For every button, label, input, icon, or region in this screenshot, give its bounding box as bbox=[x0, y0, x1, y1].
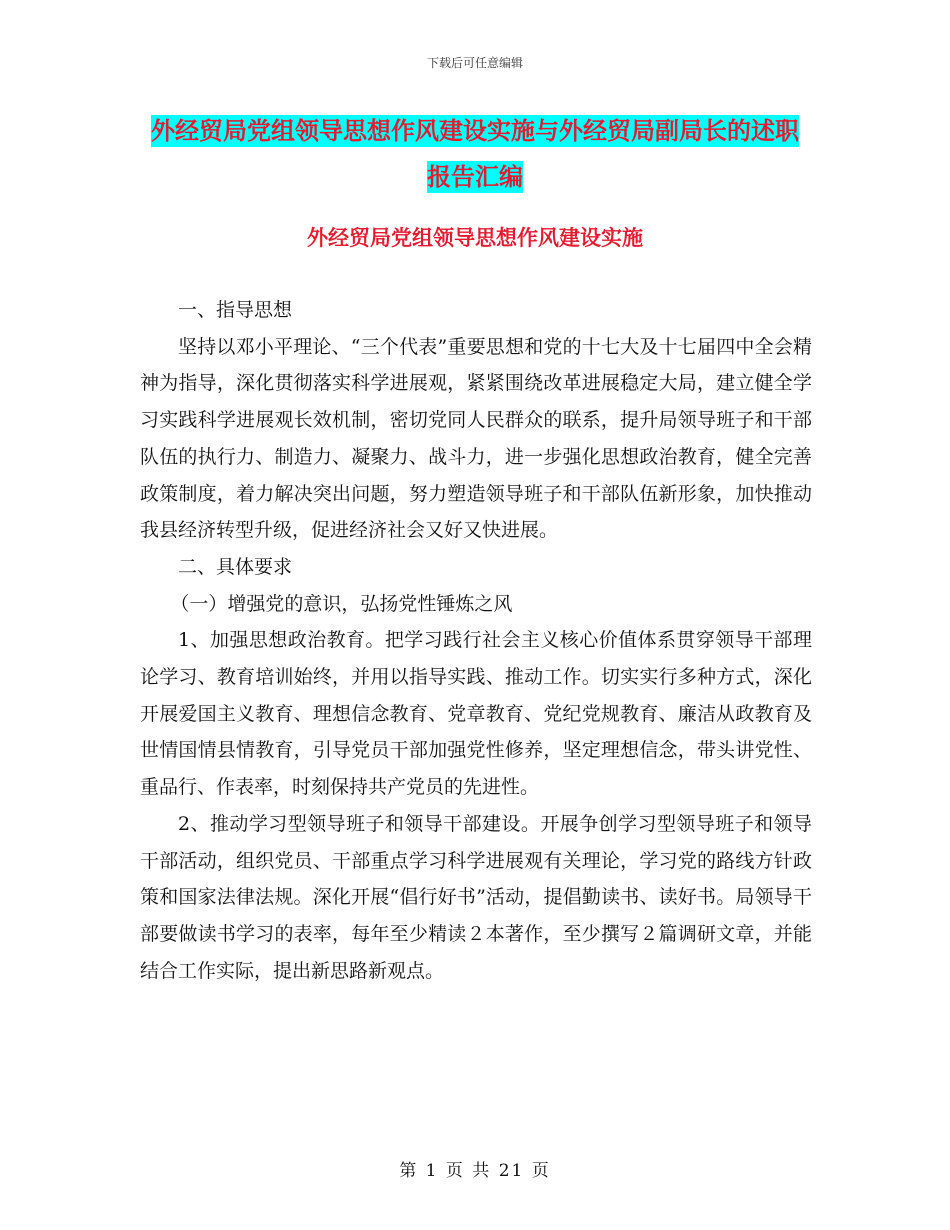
subheading-party-awareness: （一）增强党的意识，弘扬党性锤炼之风 bbox=[170, 592, 513, 615]
page-number: 第 1 页 共 21 页 bbox=[399, 1161, 551, 1181]
paragraph-item-2: 2、推动学习型领导班子和领导干部建设。开展争创学习型领导班子和领导干部活动，组织党员、干部重点学习科学进展观有关理论，学习党的路线方针政策和国家法律法规。深化开展“倡行好书”活动，提倡勤读书、读好书。局领导干部要做读书学习的表率，每年至少精读２本著作，至少撰写２篇调研文章，并能结合工作实际，提出新思路新观点。 bbox=[140, 812, 812, 982]
document-title-text: 外经贸局党组领导思想作风建设实施与外经贸局副局长的述职报告汇编 bbox=[151, 117, 799, 191]
heading-specific-requirements: 二、具体要求 bbox=[178, 555, 293, 578]
document-title bbox=[140, 108, 810, 200]
heading-guiding-ideology: 一、指导思想 bbox=[178, 299, 293, 321]
document-body bbox=[140, 292, 812, 989]
section-title: 外经贸局党组领导思想作风建设实施 bbox=[307, 226, 643, 250]
header-note: 下载后可任意编辑 bbox=[426, 56, 523, 70]
paragraph-item-1: 1、加强思想政治教育。把学习践行社会主义核心价值体系贯穿领导干部理论学习、教育培训始终，并用以指导实践、推动工作。切实实行多种方式，深化开展爱国主义教育、理想信念教育、党章教育、党纪党规教育、廉洁从政教育及世情国情县情教育，引导党员干部加强党性修养，坚定理想信念，带头讲党性、重品行、作表率，时刻保持共产党员的先进性。 bbox=[140, 629, 812, 799]
paragraph-guiding-ideology: 坚持以邓小平理论、“三个代表”重要思想和党的十七大及十七届四中全会精神为指导，深化贯彻落实科学进展观，紧紧围绕改革进展稳定大局，建立健全学习实践科学进展观长效机制，密切党同人民群众的联系，提升局领导班子和干部队伍的执行力、制造力、凝聚力、战斗力，进一步强化思想政治教育，健全完善政策制度，着力解决突出问题，努力塑造领导班子和干部队伍新形象，加快推动我县经济转型升级，促进经济社会又好又快进展。 bbox=[140, 335, 812, 542]
